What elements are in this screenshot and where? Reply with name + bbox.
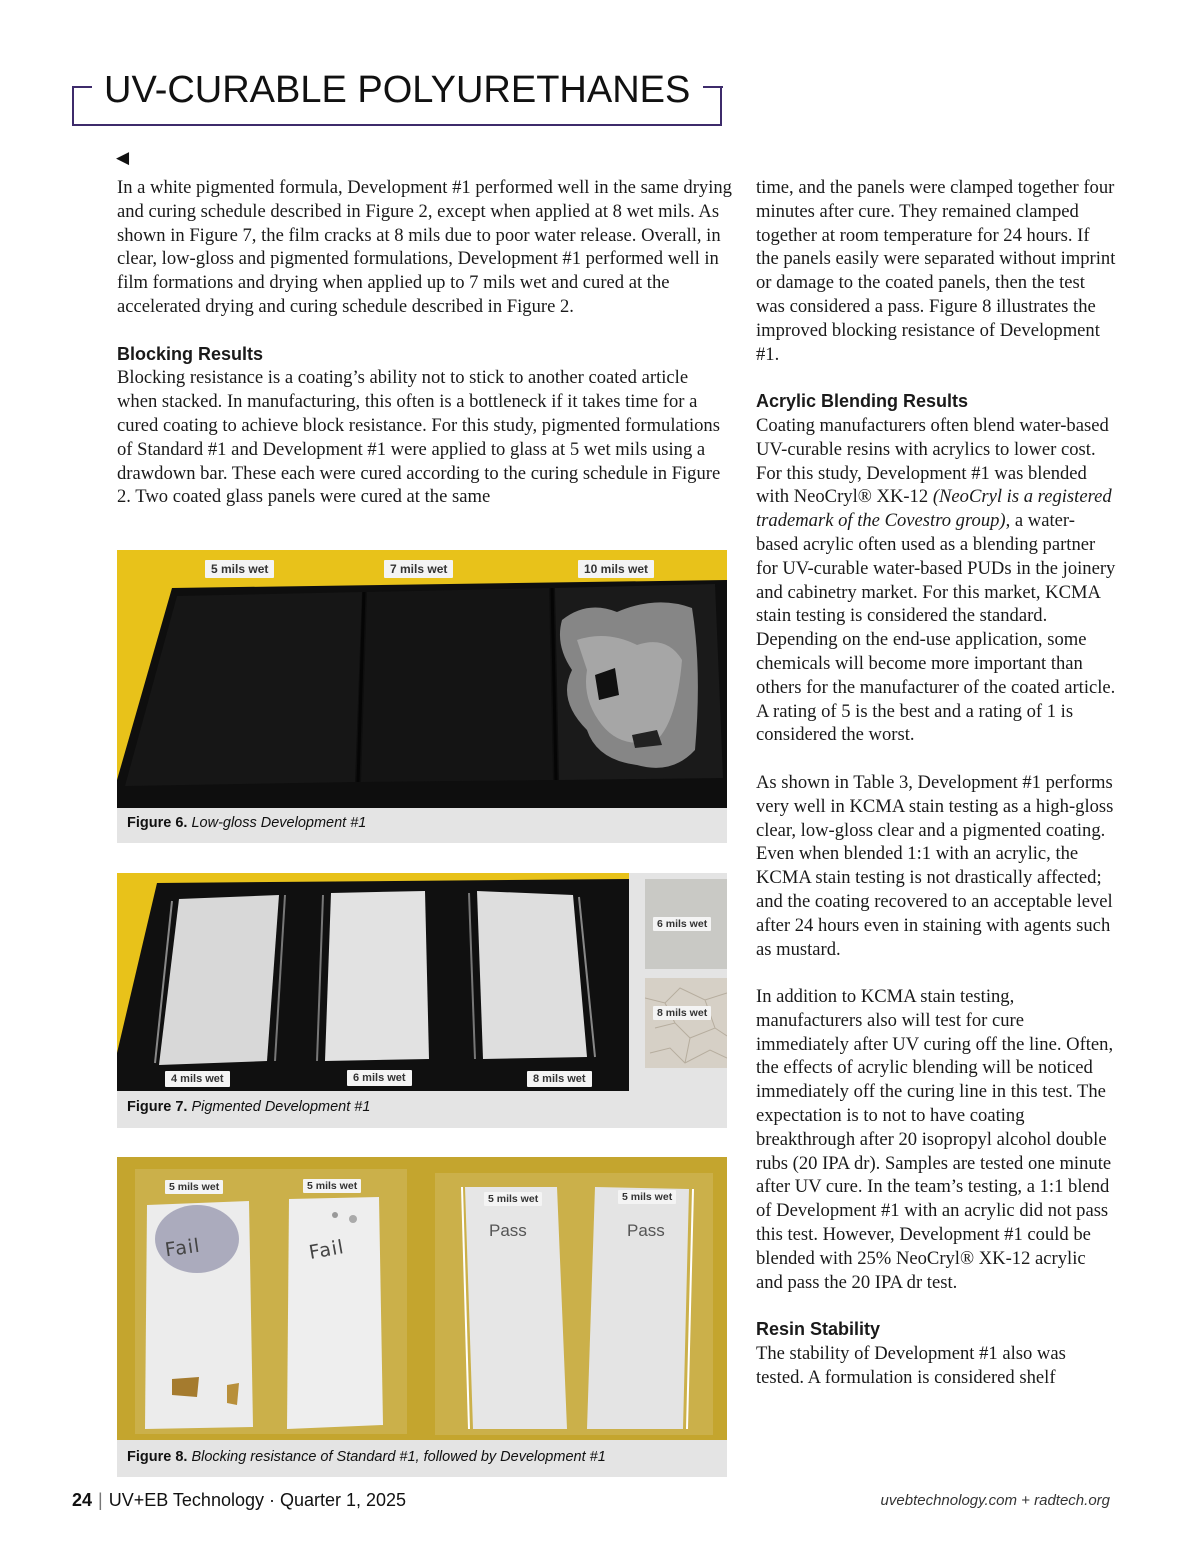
figure-8-label: 5 mils wet [165,1180,223,1194]
figure-7 [117,873,727,1128]
figure-7-label: 6 mils wet [347,1070,412,1086]
figure-8-caption: Figure 8. Blocking resistance of Standard #1, followed by Development #1 [127,1449,606,1465]
figure-6-label: 7 mils wet [384,560,453,578]
figure-7-label: 8 mils wet [527,1071,592,1087]
figure-8-photo [117,1157,727,1440]
figure-8-label: 5 mils wet [618,1190,676,1204]
page-number: 24 [72,1490,93,1510]
figure-8 [117,1157,727,1477]
figure-6-photo [117,550,727,808]
section-title: UV-CURABLE POLYURETHANES [96,66,698,114]
figure-7-caption: Figure 7. Pigmented Development #1 [127,1099,371,1115]
figure-6-label: 5 mils wet [205,560,274,578]
back-arrow-icon[interactable]: ◀ [116,148,130,168]
figure-6-caption: Figure 6. Low-gloss Development #1 [127,815,367,831]
pass-annotation: Pass [489,1221,527,1240]
footer-websites[interactable]: uvebtechnology.com + radtech.org [880,1492,1110,1509]
figure-7-photo [117,873,629,1091]
table3-paragraph: As shown in Table 3, Development #1 performs very well in KCMA stain testing as a high-gloss clear, low-gloss clear and a pigmented coating. Even when blended 1:1 with an acrylic, the KCMA stain testing is not drastically affected; and the coating recovered to an acceptable level after 24 hours even in staining with agents such as mustard. [756,771,1114,960]
footer-left: 24 | UV+EB Technology · Quarter 1, 2025 [72,1490,407,1510]
acrylic-paragraph: Coating manufacturers often blend water-based UV-curable resins with acrylics to lower cost. For this study, Development #1 was blended with NeoCryl® XK-12 (NeoCryl is a registered trademark of the Covestro group), a water-based acrylic often used as a blending partner for UV-curable water-based PUDs in the joinery and cabinetry market. For this market, KCMA stain testing is considered the standard. Depending on the end-use application, some chemicals will become more important than others for the manufacturer of the coated article. A rating of 5 is the best and a rating of 1 is considered the worst. [756,414,1116,746]
fail-annotation: Fail [307,1236,347,1264]
right-column [756,176,1116,1390]
trademark-note: (NeoCryl is a registered trademark of the Covestro group) [756,486,1112,532]
figure-7-inset-6mils: 6 mils wet [645,879,727,969]
figure-6 [117,550,727,843]
figure-6-label: 10 mils wet [578,560,654,578]
acrylic-heading: Acrylic Blending Results [756,391,969,412]
blocking-heading: Blocking Results [117,343,264,364]
ipa-paragraph: In addition to KCMA stain testing, manufacturers also will test for cure immediately after UV curing off the line. Often, the effects of acrylic blending will be noticed immediately off the curing line in this test. The expectation is to not to have coating breakthrough after 20 isopropyl alcohol double rubs (20 IPA dr). Samples are tested one minute after UV cure. In the team’s testing, a 1:1 blend of Development #1 with an acrylic did not pass this test. However, Development #1 could be blended with 25% NeoCryl® XK-12 acrylic and pass the 20 IPA dr test. [756,986,1114,1293]
publication-name: UV+EB Technology · Quarter 1, 2025 [108,1490,407,1510]
fail-annotation: Fail [163,1234,202,1262]
pass-annotation: Pass [627,1221,665,1240]
blocking-paragraph: Blocking resistance is a coating’s ability not to stick to another coated article when stacked. In manufacturing, this often is a bottleneck if it takes time for a cured coating to achieve block resistance. For this study, pigmented formulations of Standard #1 and Development #1 were applied to glass at 5 wet mils using a drawdown bar. These each were cured according to the curing schedule in Figure 2. Two coated glass panels were cured at the same [117,367,721,508]
stability-paragraph: The stability of Development #1 also was tested. A formulation is considered shelf [756,1343,1066,1388]
figure-7-inset-8mils: 8 mils wet [645,978,727,1068]
figure-7-label: 4 mils wet [165,1071,230,1087]
left-column [117,176,732,509]
intro-paragraph: In a white pigmented formula, Development #1 performed well in the same drying and curing schedule described in Figure 2, except when applied at 8 wet mils. As shown in Figure 7, the film cracks at 8 mils due to poor water release. Overall, in clear, low-gloss and pigmented formulations, Development #1 performed well in film formations and drying when applied up to 7 mils wet and cured at the accelerated drying and curing schedule described in Figure 2. [117,177,732,317]
stability-heading: Resin Stability [756,1319,881,1340]
continued-paragraph: time, and the panels were clamped together four minutes after cure. They remained clamped together at room temperature for 24 hours. If the panels easily were separated without imprint or damage to the coated panels, then the test was considered a pass. Figure 8 illustrates the improved blocking resistance of Development #1. [756,177,1116,365]
figure-8-label: 5 mils wet [303,1179,361,1193]
figure-8-label: 5 mils wet [484,1192,542,1206]
